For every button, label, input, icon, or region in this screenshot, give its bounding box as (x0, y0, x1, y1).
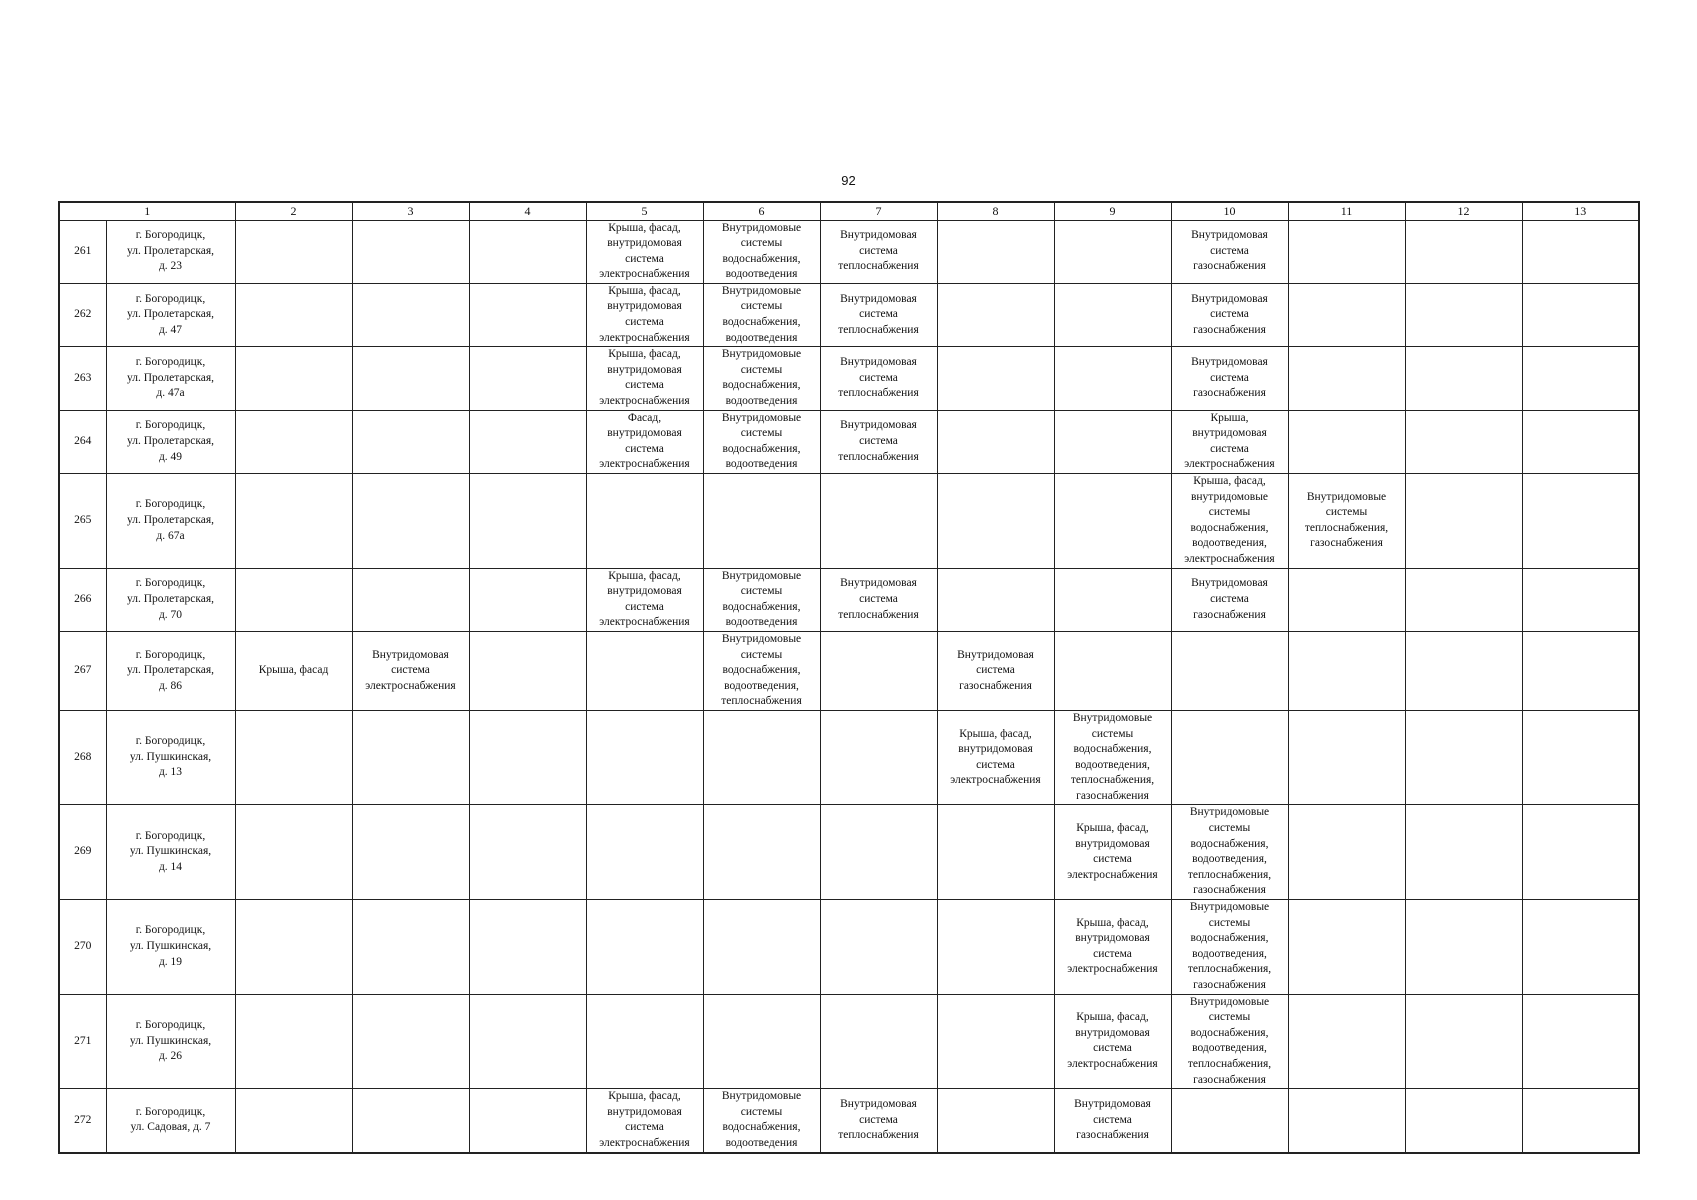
work-cell-col-12 (1405, 994, 1522, 1089)
work-cell-col-8 (937, 1089, 1054, 1153)
work-cell-col-11 (1288, 283, 1405, 346)
work-cell-col-9: Крыша, фасад, внутридомовая система электроснабжения (1054, 994, 1171, 1089)
work-cell-col-5: Фасад, внутридомовая система электроснабжения (586, 410, 703, 473)
work-cell-col-6: Внутридомовые системы водоснабжения, водоотведения, теплоснабжения (703, 631, 820, 710)
work-cell-col-8: Внутридомовая система газоснабжения (937, 631, 1054, 710)
work-cell-col-13 (1522, 805, 1639, 900)
work-cell-col-10: Внутридомовые системы водоснабжения, водоотведения, теплоснабжения, газоснабжения (1171, 994, 1288, 1089)
work-cell-col-11 (1288, 220, 1405, 283)
work-cell-col-8 (937, 568, 1054, 631)
work-cell-col-4 (469, 220, 586, 283)
address-cell: г. Богородицк, ул. Садовая, д. 7 (106, 1089, 235, 1153)
work-cell-col-13 (1522, 220, 1639, 283)
address-cell: г. Богородицк, ул. Пушкинская, д. 13 (106, 710, 235, 805)
work-cell-col-11 (1288, 631, 1405, 710)
work-cell-col-12 (1405, 474, 1522, 569)
table-row (59, 994, 1639, 1089)
work-cell-col-9 (1054, 347, 1171, 410)
work-cell-col-2 (235, 1089, 352, 1153)
work-cell-col-2 (235, 900, 352, 995)
work-cell-col-4 (469, 994, 586, 1089)
work-cell-col-8 (937, 900, 1054, 995)
work-cell-col-7: Внутридомовая система теплоснабжения (820, 347, 937, 410)
work-cell-col-6: Внутридомовые системы водоснабжения, водоотведения (703, 1089, 820, 1153)
work-cell-col-6: Внутридомовые системы водоснабжения, водоотведения (703, 220, 820, 283)
work-cell-col-7: Внутридомовая система теплоснабжения (820, 568, 937, 631)
address-cell: г. Богородицк, ул. Пушкинская, д. 19 (106, 900, 235, 995)
work-cell-col-4 (469, 710, 586, 805)
work-cell-col-7: Внутридомовая система теплоснабжения (820, 220, 937, 283)
table-row (59, 474, 1639, 569)
work-cell-col-9: Крыша, фасад, внутридомовая система электроснабжения (1054, 900, 1171, 995)
work-cell-col-7: Внутридомовая система теплоснабжения (820, 283, 937, 346)
work-cell-col-2 (235, 568, 352, 631)
work-cell-col-9 (1054, 568, 1171, 631)
work-cell-col-6 (703, 900, 820, 995)
work-cell-col-3 (352, 1089, 469, 1153)
work-cell-col-2 (235, 994, 352, 1089)
work-cell-col-12 (1405, 347, 1522, 410)
work-cell-col-12 (1405, 220, 1522, 283)
work-cell-col-7: Внутридомовая система теплоснабжения (820, 410, 937, 473)
work-cell-col-13 (1522, 994, 1639, 1089)
work-cell-col-11 (1288, 568, 1405, 631)
work-cell-col-13 (1522, 474, 1639, 569)
work-cell-col-11 (1288, 710, 1405, 805)
work-cell-col-13 (1522, 347, 1639, 410)
row-number-cell: 262 (59, 283, 106, 346)
work-cell-col-5 (586, 474, 703, 569)
address-cell: г. Богородицк, ул. Пролетарская, д. 47а (106, 347, 235, 410)
work-cell-col-5 (586, 805, 703, 900)
header-cell: 13 (1522, 202, 1639, 220)
work-cell-col-5: Крыша, фасад, внутридомовая система электроснабжения (586, 347, 703, 410)
work-cell-col-10 (1171, 1089, 1288, 1153)
work-cell-col-6 (703, 474, 820, 569)
address-cell: г. Богородицк, ул. Пролетарская, д. 49 (106, 410, 235, 473)
row-number-cell: 265 (59, 474, 106, 569)
work-cell-col-12 (1405, 410, 1522, 473)
work-cell-col-5 (586, 994, 703, 1089)
work-cell-col-3 (352, 900, 469, 995)
work-cell-col-3 (352, 283, 469, 346)
work-cell-col-9 (1054, 283, 1171, 346)
table-row (59, 710, 1639, 805)
work-cell-col-2 (235, 410, 352, 473)
header-cell: 7 (820, 202, 937, 220)
work-cell-col-8: Крыша, фасад, внутридомовая система электроснабжения (937, 710, 1054, 805)
table-row (59, 410, 1639, 473)
work-cell-col-11: Внутридомовые системы теплоснабжения, газоснабжения (1288, 474, 1405, 569)
work-cell-col-2 (235, 220, 352, 283)
work-cell-col-9: Внутридомовая система газоснабжения (1054, 1089, 1171, 1153)
work-cell-col-7 (820, 631, 937, 710)
work-cell-col-11 (1288, 805, 1405, 900)
work-cell-col-7 (820, 900, 937, 995)
work-cell-col-5 (586, 710, 703, 805)
work-cell-col-2 (235, 805, 352, 900)
work-cell-col-11 (1288, 994, 1405, 1089)
work-cell-col-7 (820, 710, 937, 805)
work-cell-col-3 (352, 805, 469, 900)
work-cell-col-10 (1171, 631, 1288, 710)
row-number-cell: 267 (59, 631, 106, 710)
work-cell-col-10 (1171, 710, 1288, 805)
work-cell-col-5: Крыша, фасад, внутридомовая система электроснабжения (586, 1089, 703, 1153)
work-cell-col-11 (1288, 410, 1405, 473)
work-cell-col-2 (235, 710, 352, 805)
work-cell-col-5 (586, 631, 703, 710)
work-cell-col-6: Внутридомовые системы водоснабжения, водоотведения (703, 347, 820, 410)
header-cell: 1 (59, 202, 235, 220)
work-cell-col-12 (1405, 631, 1522, 710)
work-cell-col-9: Крыша, фасад, внутридомовая система электроснабжения (1054, 805, 1171, 900)
work-cell-col-10: Внутридомовая система газоснабжения (1171, 220, 1288, 283)
work-cell-col-13 (1522, 710, 1639, 805)
address-cell: г. Богородицк, ул. Пушкинская, д. 26 (106, 994, 235, 1089)
work-cell-col-8 (937, 410, 1054, 473)
work-cell-col-8 (937, 220, 1054, 283)
work-cell-col-4 (469, 1089, 586, 1153)
work-cell-col-12 (1405, 805, 1522, 900)
header-cell: 2 (235, 202, 352, 220)
page-number: 92 (841, 173, 856, 188)
work-cell-col-4 (469, 347, 586, 410)
table-row (59, 1089, 1639, 1153)
work-cell-col-12 (1405, 283, 1522, 346)
work-cell-col-6: Внутридомовые системы водоснабжения, водоотведения (703, 568, 820, 631)
table-row (59, 900, 1639, 995)
work-cell-col-4 (469, 631, 586, 710)
work-cell-col-3 (352, 347, 469, 410)
header-cell: 12 (1405, 202, 1522, 220)
row-number-cell: 269 (59, 805, 106, 900)
column-number-header-row (59, 202, 1639, 220)
work-cell-col-10: Внутридомовые системы водоснабжения, водоотведения, теплоснабжения, газоснабжения (1171, 805, 1288, 900)
work-cell-col-13 (1522, 283, 1639, 346)
work-cell-col-13 (1522, 1089, 1639, 1153)
work-cell-col-9 (1054, 631, 1171, 710)
work-cell-col-5: Крыша, фасад, внутридомовая система электроснабжения (586, 568, 703, 631)
work-cell-col-6: Внутридомовые системы водоснабжения, водоотведения (703, 410, 820, 473)
work-cell-col-10: Внутридомовая система газоснабжения (1171, 347, 1288, 410)
row-number-cell: 271 (59, 994, 106, 1089)
work-cell-col-11 (1288, 347, 1405, 410)
work-cell-col-3: Внутридомовая система электроснабжения (352, 631, 469, 710)
work-cell-col-7: Внутридомовая система теплоснабжения (820, 1089, 937, 1153)
work-cell-col-12 (1405, 568, 1522, 631)
header-cell: 9 (1054, 202, 1171, 220)
work-cell-col-6 (703, 994, 820, 1089)
work-cell-col-3 (352, 410, 469, 473)
work-cell-col-9 (1054, 410, 1171, 473)
capital-repair-table (58, 201, 1640, 1154)
work-cell-col-3 (352, 710, 469, 805)
header-cell: 6 (703, 202, 820, 220)
row-number-cell: 266 (59, 568, 106, 631)
work-cell-col-4 (469, 900, 586, 995)
address-cell: г. Богородицк, ул. Пролетарская, д. 67а (106, 474, 235, 569)
table-row (59, 347, 1639, 410)
header-cell: 5 (586, 202, 703, 220)
header-cell: 10 (1171, 202, 1288, 220)
work-cell-col-4 (469, 805, 586, 900)
row-number-cell: 272 (59, 1089, 106, 1153)
work-cell-col-13 (1522, 900, 1639, 995)
table-row (59, 805, 1639, 900)
work-cell-col-10: Крыша, фасад, внутридомовые системы водоснабжения, водоотведения, электроснабжения (1171, 474, 1288, 569)
work-cell-col-13 (1522, 410, 1639, 473)
work-cell-col-8 (937, 347, 1054, 410)
work-cell-col-2 (235, 283, 352, 346)
work-cell-col-6 (703, 805, 820, 900)
work-cell-col-4 (469, 283, 586, 346)
address-cell: г. Богородицк, ул. Пролетарская, д. 86 (106, 631, 235, 710)
work-cell-col-4 (469, 410, 586, 473)
work-cell-col-8 (937, 994, 1054, 1089)
address-cell: г. Богородицк, ул. Пролетарская, д. 23 (106, 220, 235, 283)
work-cell-col-7 (820, 994, 937, 1089)
work-cell-col-11 (1288, 900, 1405, 995)
work-cell-col-6 (703, 710, 820, 805)
row-number-cell: 268 (59, 710, 106, 805)
work-cell-col-13 (1522, 631, 1639, 710)
work-cell-col-2 (235, 474, 352, 569)
header-cell: 3 (352, 202, 469, 220)
work-cell-col-11 (1288, 1089, 1405, 1153)
work-cell-col-8 (937, 805, 1054, 900)
row-number-cell: 264 (59, 410, 106, 473)
header-cell: 4 (469, 202, 586, 220)
work-cell-col-13 (1522, 568, 1639, 631)
header-cell: 11 (1288, 202, 1405, 220)
row-number-cell: 261 (59, 220, 106, 283)
work-cell-col-12 (1405, 900, 1522, 995)
work-cell-col-5 (586, 900, 703, 995)
work-cell-col-8 (937, 283, 1054, 346)
address-cell: г. Богородицк, ул. Пролетарская, д. 70 (106, 568, 235, 631)
work-cell-col-2 (235, 347, 352, 410)
table-row (59, 283, 1639, 346)
work-cell-col-7 (820, 805, 937, 900)
address-cell: г. Богородицк, ул. Пушкинская, д. 14 (106, 805, 235, 900)
work-cell-col-10: Внутридомовая система газоснабжения (1171, 283, 1288, 346)
work-cell-col-7 (820, 474, 937, 569)
work-cell-col-3 (352, 220, 469, 283)
header-cell: 8 (937, 202, 1054, 220)
table-row (59, 568, 1639, 631)
table-row (59, 220, 1639, 283)
work-cell-col-8 (937, 474, 1054, 569)
table-row (59, 631, 1639, 710)
work-cell-col-3 (352, 474, 469, 569)
work-cell-col-3 (352, 994, 469, 1089)
work-cell-col-5: Крыша, фасад, внутридомовая система электроснабжения (586, 220, 703, 283)
work-cell-col-4 (469, 474, 586, 569)
work-cell-col-9 (1054, 220, 1171, 283)
address-cell: г. Богородицк, ул. Пролетарская, д. 47 (106, 283, 235, 346)
work-cell-col-4 (469, 568, 586, 631)
work-cell-col-10: Внутридомовые системы водоснабжения, водоотведения, теплоснабжения, газоснабжения (1171, 900, 1288, 995)
work-cell-col-5: Крыша, фасад, внутридомовая система электроснабжения (586, 283, 703, 346)
work-cell-col-9: Внутридомовые системы водоснабжения, водоотведения, теплоснабжения, газоснабжения (1054, 710, 1171, 805)
work-cell-col-12 (1405, 710, 1522, 805)
row-number-cell: 263 (59, 347, 106, 410)
work-cell-col-3 (352, 568, 469, 631)
work-cell-col-10: Внутридомовая система газоснабжения (1171, 568, 1288, 631)
work-cell-col-6: Внутридомовые системы водоснабжения, водоотведения (703, 283, 820, 346)
row-number-cell: 270 (59, 900, 106, 995)
work-cell-col-2: Крыша, фасад (235, 631, 352, 710)
work-cell-col-9 (1054, 474, 1171, 569)
work-cell-col-12 (1405, 1089, 1522, 1153)
work-cell-col-10: Крыша, внутридомовая система электроснабжения (1171, 410, 1288, 473)
